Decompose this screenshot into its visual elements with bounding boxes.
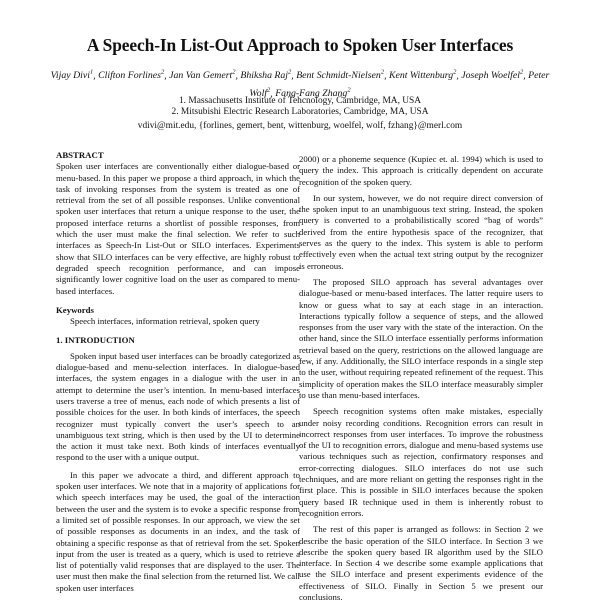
body-paragraph: The proposed SILO approach has several advantages over dialogue-based or menu-based interfaces. The latter require users to know or guess what to say at each stage in an interaction. Interactions typically follow a sequence of steps, and the allowed responses from the user vary with the state of the interaction. On the other hand, since the SILO interface essentially performs information retrieval based on the query, restrictions on the allowed language are few, if any. Additionally, the SILO interface responds in a single step to the user, without requiring repeated refinement of the request. This simplicity of operation makes the SILO interface measurably simpler to use than menu-based interfaces. [299,276,543,400]
body-paragraph: The rest of this paper is arranged as follows: in Section 2 we describe the basic operation of the SILO interface. In Section 3 we describe the spoken query based IR algorithm used by the SILO interface. In Section 4 we describe some example applications that use the SILO interface and present experiments evidence of the effectiveness of SILO. Finally in Section 5 we present our conclusions. [299,524,543,602]
abstract-heading: ABSTRACT [56,150,104,160]
introduction-heading: 1. INTRODUCTION [56,335,135,346]
introduction-paragraph: Spoken input based user interfaces can be broadly categorized as dialogue-based and menu-selection interfaces. In dialogue-based interfaces, the system engages in a dialogue with the user in an attempt to determine the user’s intention. In menu-based interfaces users traverse a tree of menus, each node of which presents a list of possible choices for the user. In both kinds of interfaces, the speech recognizer must typically convert the user’s speech to an unambiguous text string, which is then used by the UI to determine the action it must take next. Both kinds of interfaces eventually respond to the user with a unique output. [56,350,300,463]
affiliation-1: 1. Massachusetts Institute of Tehcnology, Cambridge, MA, USA [178,96,422,106]
author: Bent Schmidt-Nielsen$^2$ [296,69,385,82]
author: Kent Wittenburg$^2$ [388,69,457,82]
author: Jan Van Gemert$^2$ [169,69,236,82]
author-list: Vijay Divi$^1$, Clifton Forlines$^2$, Jan Van Gemert$^2$, Bhiksha Raj$^2$, Bent Schmidt-Nielsen$^2$, Kent Wittenburg$^2$, Joseph Woelfel$^2$, Peter Wolf$^2$, Fang-Fang Zhang$^2$ [50,69,550,100]
author: Fang-Fang Zhang$^2$ [275,86,351,100]
keywords-heading: Keywords [56,304,94,315]
left-column [56,150,300,594]
introduction-paragraph: In this paper we advocate a third, and different approach to spoken user interfaces. We note that in a majority of applications for which speech interfaces may be used, the goal of the interaction between the user and the system is to evoke a specific response from a limited set of possible responses. In our approach, we view the set of possible responses as documents in an index, and the task of obtaining a specific response as that of retrieval from the set. Spoken input from the user is treated as a query, which is used to retrieve a list of potentially valid responses that are displayed to the user. The user must then make the final selection from the returned list. We call spoken user interfaces [56,469,300,593]
body-paragraph: 2000) or a phoneme sequence (Kupiec et. al. 1994) which is used to query the index. This approach is critically dependent on accurate recognition of the spoken query. [299,154,543,187]
author: Joseph Woelfel$^2$ [461,69,524,82]
keywords-text: Speech interfaces, information retrieval, spoken query [70,316,260,327]
author: Bhiksha Raj$^2$ [240,69,292,82]
right-column [299,154,543,603]
author-emails: vdivi@mit.edu, {forlines, gemert, bent, wittenburg, woelfel, wolf, fzhang}@merl.com [137,121,463,131]
paper-title: A Speech-In List-Out Approach to Spoken User Interfaces [86,35,514,55]
author: Vijay Divi$^1$ [50,69,94,82]
author: Clifton Forlines$^2$ [98,69,165,82]
body-paragraph: In our system, however, we do not require direct conversion of the spoken input to an unambiguous text string. Instead, the spoken query is converted to a probabilistically scored “bag of words” derived from the entire hypothesis space of the recognizer, that serves as the query to the index. This system is able to perform effectively even when the actual text string output by the recognizer is erroneous. [299,192,543,271]
affiliation-2: 2. Mitsubishi Electric Research Laboratories, Cambridge, MA, USA [171,107,429,117]
body-paragraph: Speech recognition systems often make mistakes, especially under noisy recording conditions. Recognition errors can result in incorrect responses from user interfaces. To improve the robustness of the UI to recognition errors, dialogue and menu-based systems use various techniques such as rejection, confirmatory responses and error-correcting dialogues. SILO interfaces do not use such techniques, and are more reliant on getting the responses right in the first place. This is possible in SILO interfaces because the spoken query based IR technique used in them is inherently robust to recognition errors. [299,406,543,518]
author: Peter Wolf$^2$ [249,70,550,100]
abstract-text: Spoken user interfaces are conventionally either dialogue-based or menu-based. In this paper we propose a third approach, in which the task of invoking responses from the system is treated as one of retrieval from the set of all possible responses. Unlike conventional spoken user interfaces that return a unique response to the user, the proposed interface returns a shortlist of possible responses, from which the user must make the final selection. We refer to such interfaces as Speech-In List-Out or SILO interfaces. Experiments show that SILO interfaces can be very effective, are highly robust to degraded speech recognition performance, and can impose significantly lower cognitive load on the user as compared to menu-based interfaces. [56,161,300,296]
